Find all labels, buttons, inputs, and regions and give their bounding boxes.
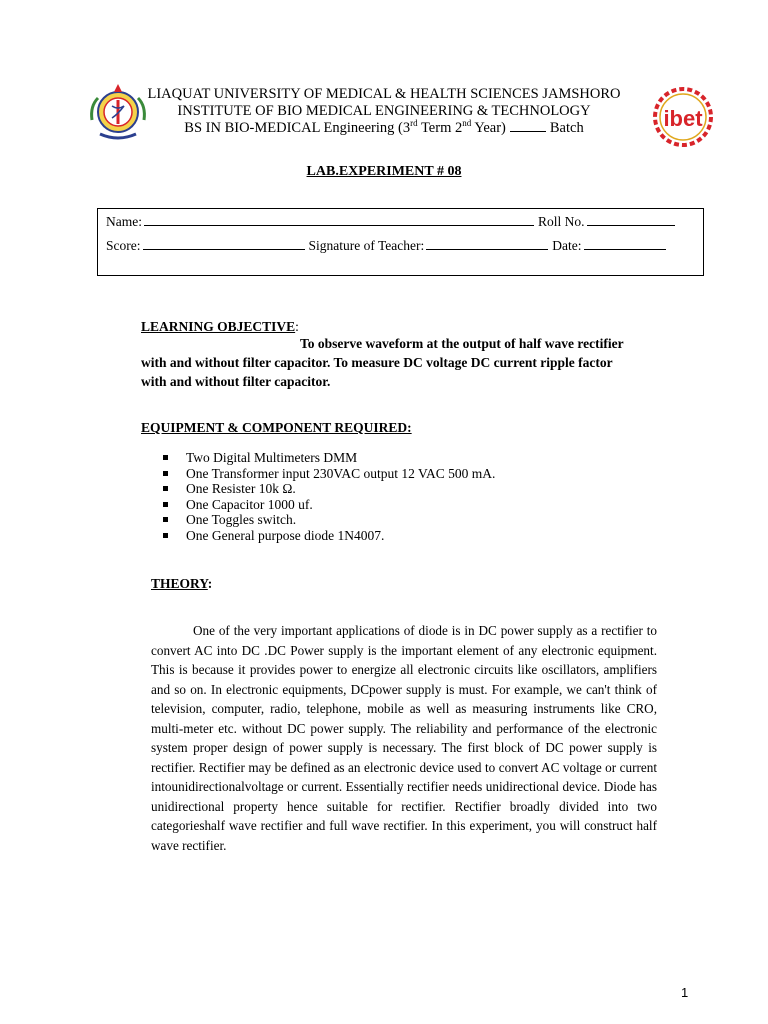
equipment-list (163, 450, 495, 544)
ibet-logo (652, 86, 714, 148)
signature-label: Signature of Teacher: (308, 238, 425, 253)
theory-paragraph (151, 621, 657, 855)
program-suffix: Year) (471, 120, 506, 136)
learning-objective-heading (141, 319, 299, 335)
objective-line-2: with and without filter capacitor. To measure DC voltage DC current ripple factor (141, 355, 613, 370)
list-item (163, 481, 495, 497)
batch-label: Batch (549, 120, 584, 136)
theory-colon: : (207, 576, 213, 591)
learning-objective-title: LEARNING OBJECTIVE (141, 319, 296, 334)
bullet-icon (163, 455, 168, 460)
list-item (163, 466, 495, 482)
name-field[interactable] (144, 215, 534, 226)
bullet-icon (163, 471, 168, 476)
objective-line-1: To observe waveform at the output of half wave rectifier (300, 336, 624, 351)
roll-label: Roll No. (538, 214, 585, 229)
date-label: Date: (552, 238, 582, 253)
roll-field[interactable] (587, 215, 675, 226)
bullet-icon (163, 517, 168, 522)
equipment-item-text: One Transformer input 230VAC output 12 VAC 500 mA. (186, 465, 496, 481)
equipment-item-text: One Capacitor 1000 uf. (186, 496, 313, 512)
list-item (163, 450, 495, 466)
equipment-item-text: One General purpose diode 1N4007. (186, 527, 385, 543)
score-label: Score: (106, 238, 141, 253)
equipment-item-text: One Toggles switch. (186, 512, 297, 528)
equipment-heading: EQUIPMENT & COMPONENT REQUIRED: (141, 420, 412, 435)
signature-field[interactable] (426, 239, 548, 250)
program-sup-rd: rd (410, 118, 418, 129)
info-row-2 (106, 238, 670, 254)
bullet-icon (163, 486, 168, 491)
program-prefix: BS IN BIO-MEDICAL Engineering (3 (184, 120, 411, 136)
theory-title: THEORY (151, 576, 208, 591)
university-name: LIAQUAT UNIVERSITY OF MEDICAL & HEALTH SCIENCES JAMSHORO (147, 86, 621, 102)
score-field[interactable] (143, 239, 305, 250)
program-mid: Term 2 (417, 120, 463, 136)
learning-objective-colon: : (295, 319, 299, 334)
name-label: Name: (106, 214, 142, 229)
experiment-title: LAB.EXPERIMENT # 08 (306, 164, 462, 179)
list-item (163, 512, 495, 528)
list-item (163, 497, 495, 513)
ibet-logo-text: ibet (663, 106, 703, 131)
theory-text: One of the very important applications of diode is in DC power supply as a rectifier to convert AC into DC .DC Power supply is the important element of any electronic equipment. This is because it provides power to energize all electronic circuits like oscillators, amplifiers and so on. In electronic equipments, DCpower supply is must. For example, we can't think of television, computer, radio, telephone, mobile as well as measuring instruments like CRO, multi-meter etc. without DC power supply. The reliability and performance of the electronic system proper design of power supply is necessary. The first block of DC power supply is rectifier. Rectifier may be defined as an electronic device used to convert AC voltage or current intounidirectionalvoltage or current. Essentially rectifier needs unidirectional device. Diode has unidirectional property hence suitable for rectifier. Rectifier broadly divided into two categorieshalf wave rectifier and full wave rectifier. In this experiment, you will construct half wave rectifier. (151, 623, 657, 853)
equipment-item-text: Two Digital Multimeters DMM (186, 450, 358, 465)
program-sup-nd: nd (462, 118, 472, 129)
date-field[interactable] (584, 239, 666, 250)
equipment-item-text: One Resister 10k Ω. (186, 481, 296, 497)
info-row-1 (106, 214, 679, 230)
objective-line-3: with and without filter capacitor. (141, 374, 331, 389)
page-number: 1 (681, 985, 689, 1000)
institute-name: INSTITUTE OF BIO MEDICAL ENGINEERING & TECHNOLOGY (177, 103, 591, 119)
bullet-icon (163, 502, 168, 507)
theory-heading (151, 576, 212, 592)
list-item (163, 528, 495, 544)
batch-blank (510, 121, 546, 132)
bullet-icon (163, 533, 168, 538)
